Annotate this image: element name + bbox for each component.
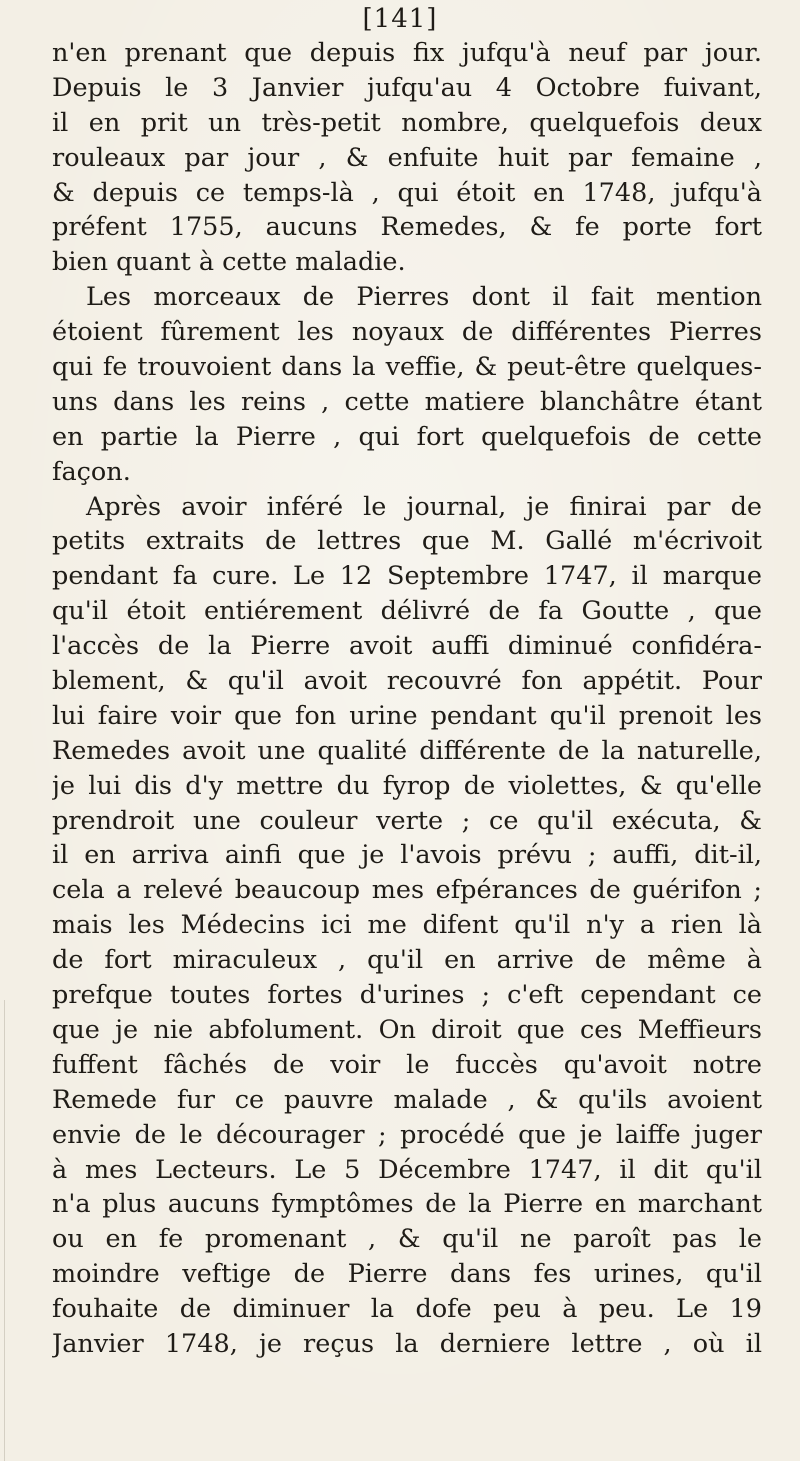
- text-line: uns dans les reins , cette matiere blanchâtre étant: [52, 386, 762, 417]
- text-line: il en arriva ainfi que je l'avois prévu ; auffi, dit-il,: [52, 840, 762, 871]
- body-text: [52, 36, 762, 1362]
- text-line: n'en prenant que depuis fix jufqu'à neuf par jour.: [52, 38, 762, 68]
- text-line: qu'il étoit entiérement délivré de fa Goutte , que: [52, 596, 762, 627]
- text-line: cela a relevé beaucoup mes efpérances de guérifon ;: [52, 875, 762, 906]
- text-line: en partie la Pierre , qui fort quelquefois de cette: [52, 421, 762, 452]
- text-line: fouhaite de diminuer la dofe peu à peu. Le 19: [52, 1294, 762, 1325]
- paragraph: [52, 490, 762, 1362]
- text-line: que je nie abfolument. On diroit que ces Meffieurs: [52, 1014, 762, 1045]
- text-line: façon.: [52, 456, 131, 487]
- text-line: Janvier 1748, je reçus la derniere lettre , où il: [52, 1328, 762, 1359]
- text-line: qui fe trouvoient dans la veffie, & peut-être quelques-: [52, 352, 762, 383]
- text-line: blement, & qu'il avoit recouvré fon appétit. Pour: [52, 666, 762, 697]
- text-line: de fort miraculeux , qu'il en arrive de même à: [52, 945, 762, 976]
- paragraph: [52, 36, 762, 280]
- text-line: Les morceaux de Pierres dont il fait mention: [86, 282, 762, 313]
- page-edge-shadow: [4, 1000, 5, 1461]
- text-line: Remede fur ce pauvre malade , & qu'ils avoient: [52, 1084, 762, 1115]
- text-line: fuffent fâchés de voir le fuccès qu'avoit notre: [52, 1049, 762, 1080]
- text-line: rouleaux par jour , & enfuite huit par femaine ,: [52, 142, 762, 173]
- text-line: étoient fûrement les noyaux de différentes Pierres: [52, 317, 762, 348]
- page-number: [141]: [362, 4, 438, 34]
- text-line: moindre veftige de Pierre dans fes urines, qu'il: [52, 1259, 762, 1290]
- text-line: il en prit un très-petit nombre, quelquefois deux: [52, 107, 762, 138]
- text-line: Après avoir inféré le journal, je finirai par de: [86, 491, 762, 522]
- text-line: petits extraits de lettres que M. Gallé m'écrivoit: [52, 526, 762, 557]
- text-line: préfent 1755, aucuns Remedes, & fe porte fort: [52, 212, 762, 243]
- text-line: ou en fe promenant , & qu'il ne paroît pas le: [52, 1224, 762, 1255]
- text-line: & depuis ce temps-là , qui étoit en 1748, jufqu'à: [52, 177, 762, 208]
- text-line: Depuis le 3 Janvier jufqu'au 4 Octobre fuivant,: [52, 72, 762, 103]
- text-line: l'accès de la Pierre avoit auffi diminué confidéra-: [52, 631, 762, 662]
- paragraph: [52, 280, 762, 489]
- text-line: n'a plus aucuns fymptômes de la Pierre en marchant: [52, 1189, 762, 1220]
- text-line: mais les Médecins ici me difent qu'il n'y a rien là: [52, 910, 762, 941]
- text-line: envie de le décourager ; procédé que je laiffe juger: [52, 1119, 762, 1150]
- text-line: je lui dis d'y mettre du fyrop de violettes, & qu'elle: [52, 770, 762, 801]
- text-line: à mes Lecteurs. Le 5 Décembre 1747, il dit qu'il: [52, 1154, 762, 1185]
- text-line: lui faire voir que fon urine pendant qu'il prenoit les: [52, 700, 762, 731]
- text-line: Remedes avoit une qualité différente de la naturelle,: [52, 735, 762, 766]
- text-line: pendant fa cure. Le 12 Septembre 1747, il marque: [52, 561, 762, 592]
- text-line: bien quant à cette maladie.: [52, 247, 406, 278]
- text-line: prendroit une couleur verte ; ce qu'il exécuta, &: [52, 805, 762, 836]
- text-line: prefque toutes fortes d'urines ; c'eft cependant ce: [52, 980, 762, 1011]
